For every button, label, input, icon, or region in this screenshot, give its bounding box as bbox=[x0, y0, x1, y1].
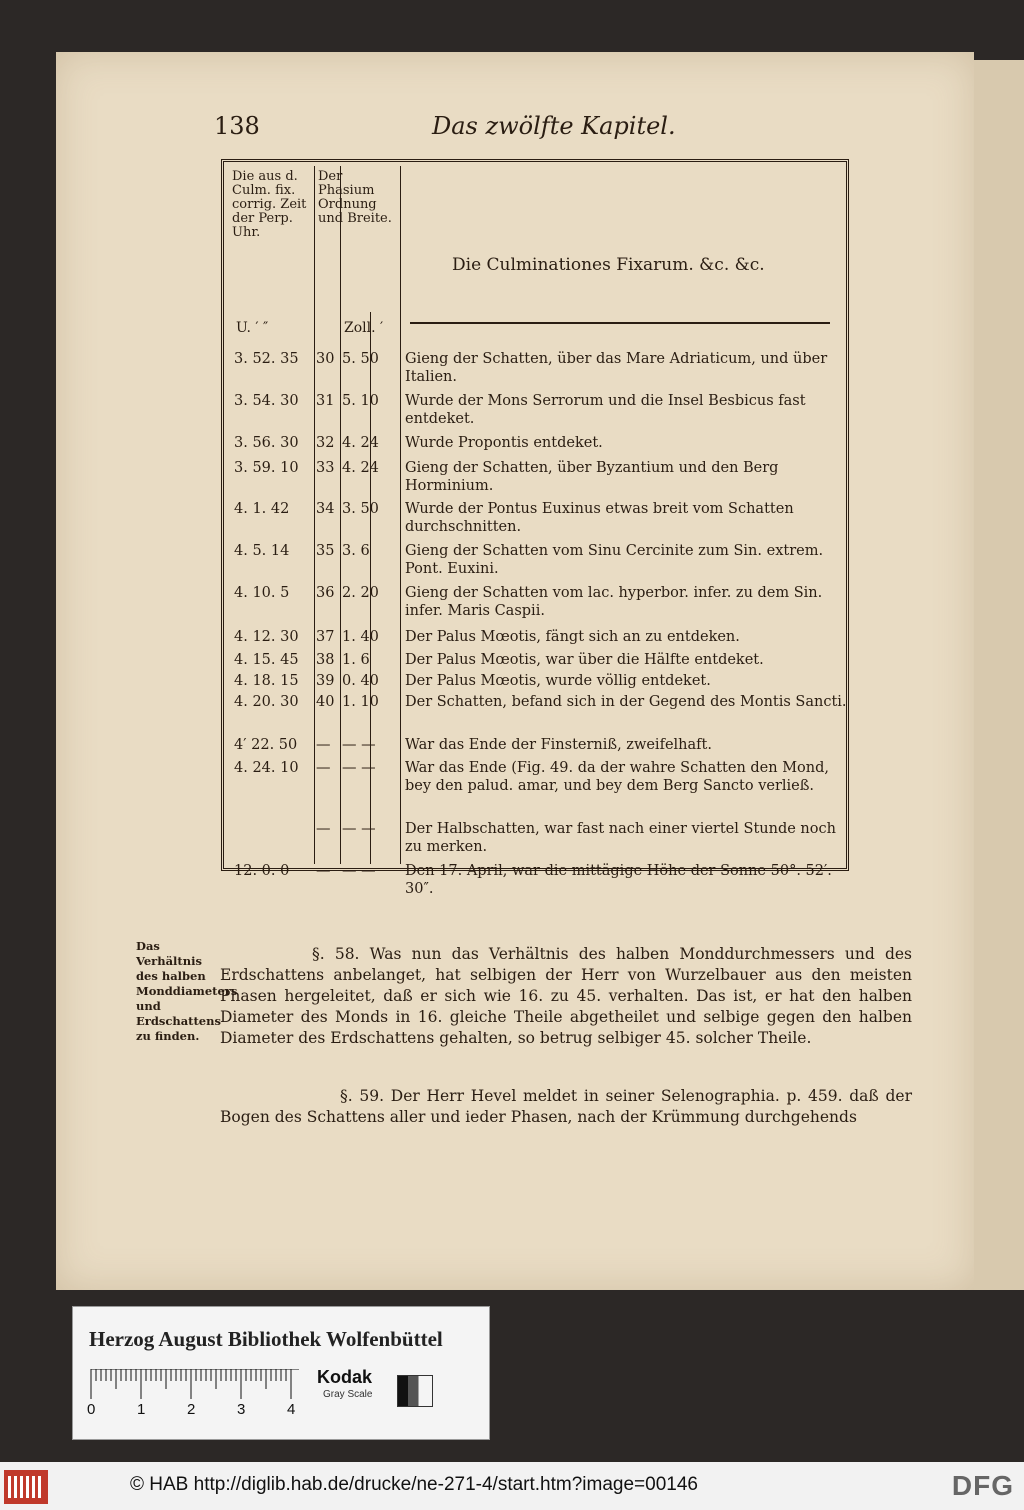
row-description: Der Palus Mœotis, wurde völlig entdeket. bbox=[405, 673, 711, 689]
row-description: Gieng der Schatten vom lac. hyperbor. infer. zu dem Sin. infer. Maris Caspii. bbox=[405, 585, 823, 619]
dfg-logo: DFG bbox=[951, 1470, 1014, 1501]
row-zoll: — — bbox=[342, 760, 376, 776]
row-time: 3. 54. 30 bbox=[234, 393, 299, 409]
row-description: Der Palus Mœotis, fängt sich an zu entdeken. bbox=[405, 629, 740, 645]
row-time: 3. 59. 10 bbox=[234, 460, 299, 476]
row-description: Der Schatten, befand sich in der Gegend des Montis Sancti. bbox=[405, 694, 847, 710]
row-phase: 40 bbox=[316, 694, 335, 710]
column-header-phase: Der Phasium Ordnung und Breite. bbox=[318, 169, 392, 226]
row-zoll: 5. 10 bbox=[342, 393, 379, 409]
row-zoll: 4. 24 bbox=[342, 435, 379, 451]
row-zoll: 1. 10 bbox=[342, 694, 379, 710]
row-time: 4. 18. 15 bbox=[234, 673, 299, 689]
row-zoll: — — bbox=[342, 821, 376, 837]
column-header-description: Die Culminationes Fixarum. &c. &c. bbox=[452, 255, 765, 275]
row-phase: — bbox=[316, 863, 331, 879]
row-time: 4. 5. 14 bbox=[234, 543, 290, 559]
row-phase: — bbox=[316, 737, 331, 753]
column-separator bbox=[400, 166, 401, 864]
ruler-scale bbox=[89, 1369, 309, 1403]
margin-note: Das Verhältnis des halben Monddiameters und Erdschattens zu finden. bbox=[136, 939, 238, 1043]
library-color-card bbox=[72, 1306, 490, 1440]
row-time: 4. 10. 5 bbox=[234, 585, 290, 601]
row-zoll: — — bbox=[342, 737, 376, 753]
row-zoll: 4. 24 bbox=[342, 460, 379, 476]
row-phase: — bbox=[316, 760, 331, 776]
row-time: 12. 0. 0 bbox=[234, 863, 290, 879]
row-time: 4. 20. 30 bbox=[234, 694, 299, 710]
row-time: 4′ 22. 50 bbox=[234, 737, 298, 753]
row-zoll: — — bbox=[342, 863, 376, 879]
row-phase: 32 bbox=[316, 435, 335, 451]
zoll-units: Zoll. ′ bbox=[344, 320, 384, 336]
row-zoll: 1. 6 bbox=[342, 652, 370, 668]
library-name: Herzog August Bibliothek Wolfenbüttel bbox=[89, 1327, 443, 1351]
row-time: 4. 15. 45 bbox=[234, 652, 299, 668]
time-units: U. ′ ″ bbox=[236, 320, 269, 336]
ruler-number: 1 bbox=[137, 1401, 146, 1418]
row-phase: — bbox=[316, 821, 331, 837]
row-zoll: 1. 40 bbox=[342, 629, 379, 645]
row-time: 3. 56. 30 bbox=[234, 435, 299, 451]
row-description: Der Halbschatten, war fast nach einer viertel Stunde noch zu merken. bbox=[405, 821, 836, 855]
header-rule bbox=[410, 322, 830, 324]
row-time: 3. 52. 35 bbox=[234, 351, 299, 367]
row-description: Der Palus Mœotis, war über die Hälfte entdeket. bbox=[405, 652, 764, 668]
row-zoll: 3. 50 bbox=[342, 501, 379, 517]
row-zoll: 3. 6 bbox=[342, 543, 370, 559]
row-description: Den 17. April, war die mittägige Höhe der Sonne 50°. 52′. 30″. bbox=[405, 863, 832, 897]
page-number: 138 bbox=[214, 112, 260, 140]
row-zoll: 5. 50 bbox=[342, 351, 379, 367]
row-phase: 35 bbox=[316, 543, 335, 559]
row-phase: 30 bbox=[316, 351, 335, 367]
column-separator bbox=[340, 166, 341, 864]
row-phase: 34 bbox=[316, 501, 335, 517]
footer-copyright-link[interactable]: © HAB http://diglib.hab.de/drucke/ne-271-4/start.htm?image=00146 bbox=[130, 1474, 698, 1495]
row-description: Wurde der Pontus Euxinus etwas breit vom Schatten durchschnitten. bbox=[405, 501, 794, 535]
row-phase: 39 bbox=[316, 673, 335, 689]
row-phase: 31 bbox=[316, 393, 335, 409]
ruler-number: 0 bbox=[87, 1401, 96, 1418]
row-phase: 38 bbox=[316, 652, 335, 668]
row-description: Wurde der Mons Serrorum und die Insel Besbicus fast entdeket. bbox=[405, 393, 806, 427]
row-phase: 37 bbox=[316, 629, 335, 645]
adjacent-page-edge bbox=[974, 60, 1024, 1290]
ruler-number: 3 bbox=[237, 1401, 246, 1418]
row-phase: 33 bbox=[316, 460, 335, 476]
paragraph-58: §. 58. Was nun das Verhältnis des halben Monddurchmessers und des Erdschattens anbelanget, hat selbigen der Herr von Wurzelbauer aus den meisten Phasen hergeleitet, daß er sich wie 16. zu 45. verhalten. Das ist, er hat den halben Diameter des Monds in 16. gleiche Theile abgetheilet und selbige gegen den halben Diameter des Erdschattens gehalten, so betrug selbiger 45. solcher Theile. bbox=[220, 945, 912, 1047]
row-zoll: 2. 20 bbox=[342, 585, 379, 601]
row-time: 4. 1. 42 bbox=[234, 501, 290, 517]
row-phase: 36 bbox=[316, 585, 335, 601]
observation-table bbox=[221, 159, 849, 897]
row-description: Gieng der Schatten vom Sinu Cercinite zum Sin. extrem. Pont. Euxini. bbox=[405, 543, 824, 577]
row-zoll: 0. 40 bbox=[342, 673, 379, 689]
row-description: Gieng der Schatten, über Byzantium und den Berg Horminium. bbox=[405, 460, 779, 494]
paragraph-59: §. 59. Der Herr Hevel meldet in seiner Selenographia. p. 459. daß der Bogen des Schattens aller und ieder Phasen, nach der Krümmung durchgehends bbox=[220, 1087, 912, 1126]
footer-bar bbox=[0, 1462, 1024, 1510]
row-description: Gieng der Schatten, über das Mare Adriaticum, und über Italien. bbox=[405, 351, 828, 385]
row-time: 4. 12. 30 bbox=[234, 629, 299, 645]
grayscale-label: Gray Scale bbox=[323, 1389, 373, 1400]
row-description: Wurde Propontis entdeket. bbox=[405, 435, 603, 451]
ruler-number: 4 bbox=[287, 1401, 296, 1418]
column-separator bbox=[314, 166, 315, 864]
chapter-title: Das zwölfte Kapitel. bbox=[432, 112, 676, 140]
hab-logo-icon bbox=[4, 1470, 48, 1504]
row-time: 4. 24. 10 bbox=[234, 760, 299, 776]
ruler-number: 2 bbox=[187, 1401, 196, 1418]
kodak-label: Kodak bbox=[317, 1367, 373, 1387]
row-description: War das Ende der Finsterniß, zweifelhaft. bbox=[405, 737, 712, 753]
page-header bbox=[214, 112, 914, 152]
row-description: War das Ende (Fig. 49. da der wahre Schatten den Mond, bey den palud. amar, und bey dem Berg Sancto verließ. bbox=[405, 760, 830, 794]
column-header-time: Die aus d. Culm. fix. corrig. Zeit der Perp. Uhr. bbox=[232, 169, 307, 240]
grayscale-chip bbox=[397, 1375, 433, 1407]
